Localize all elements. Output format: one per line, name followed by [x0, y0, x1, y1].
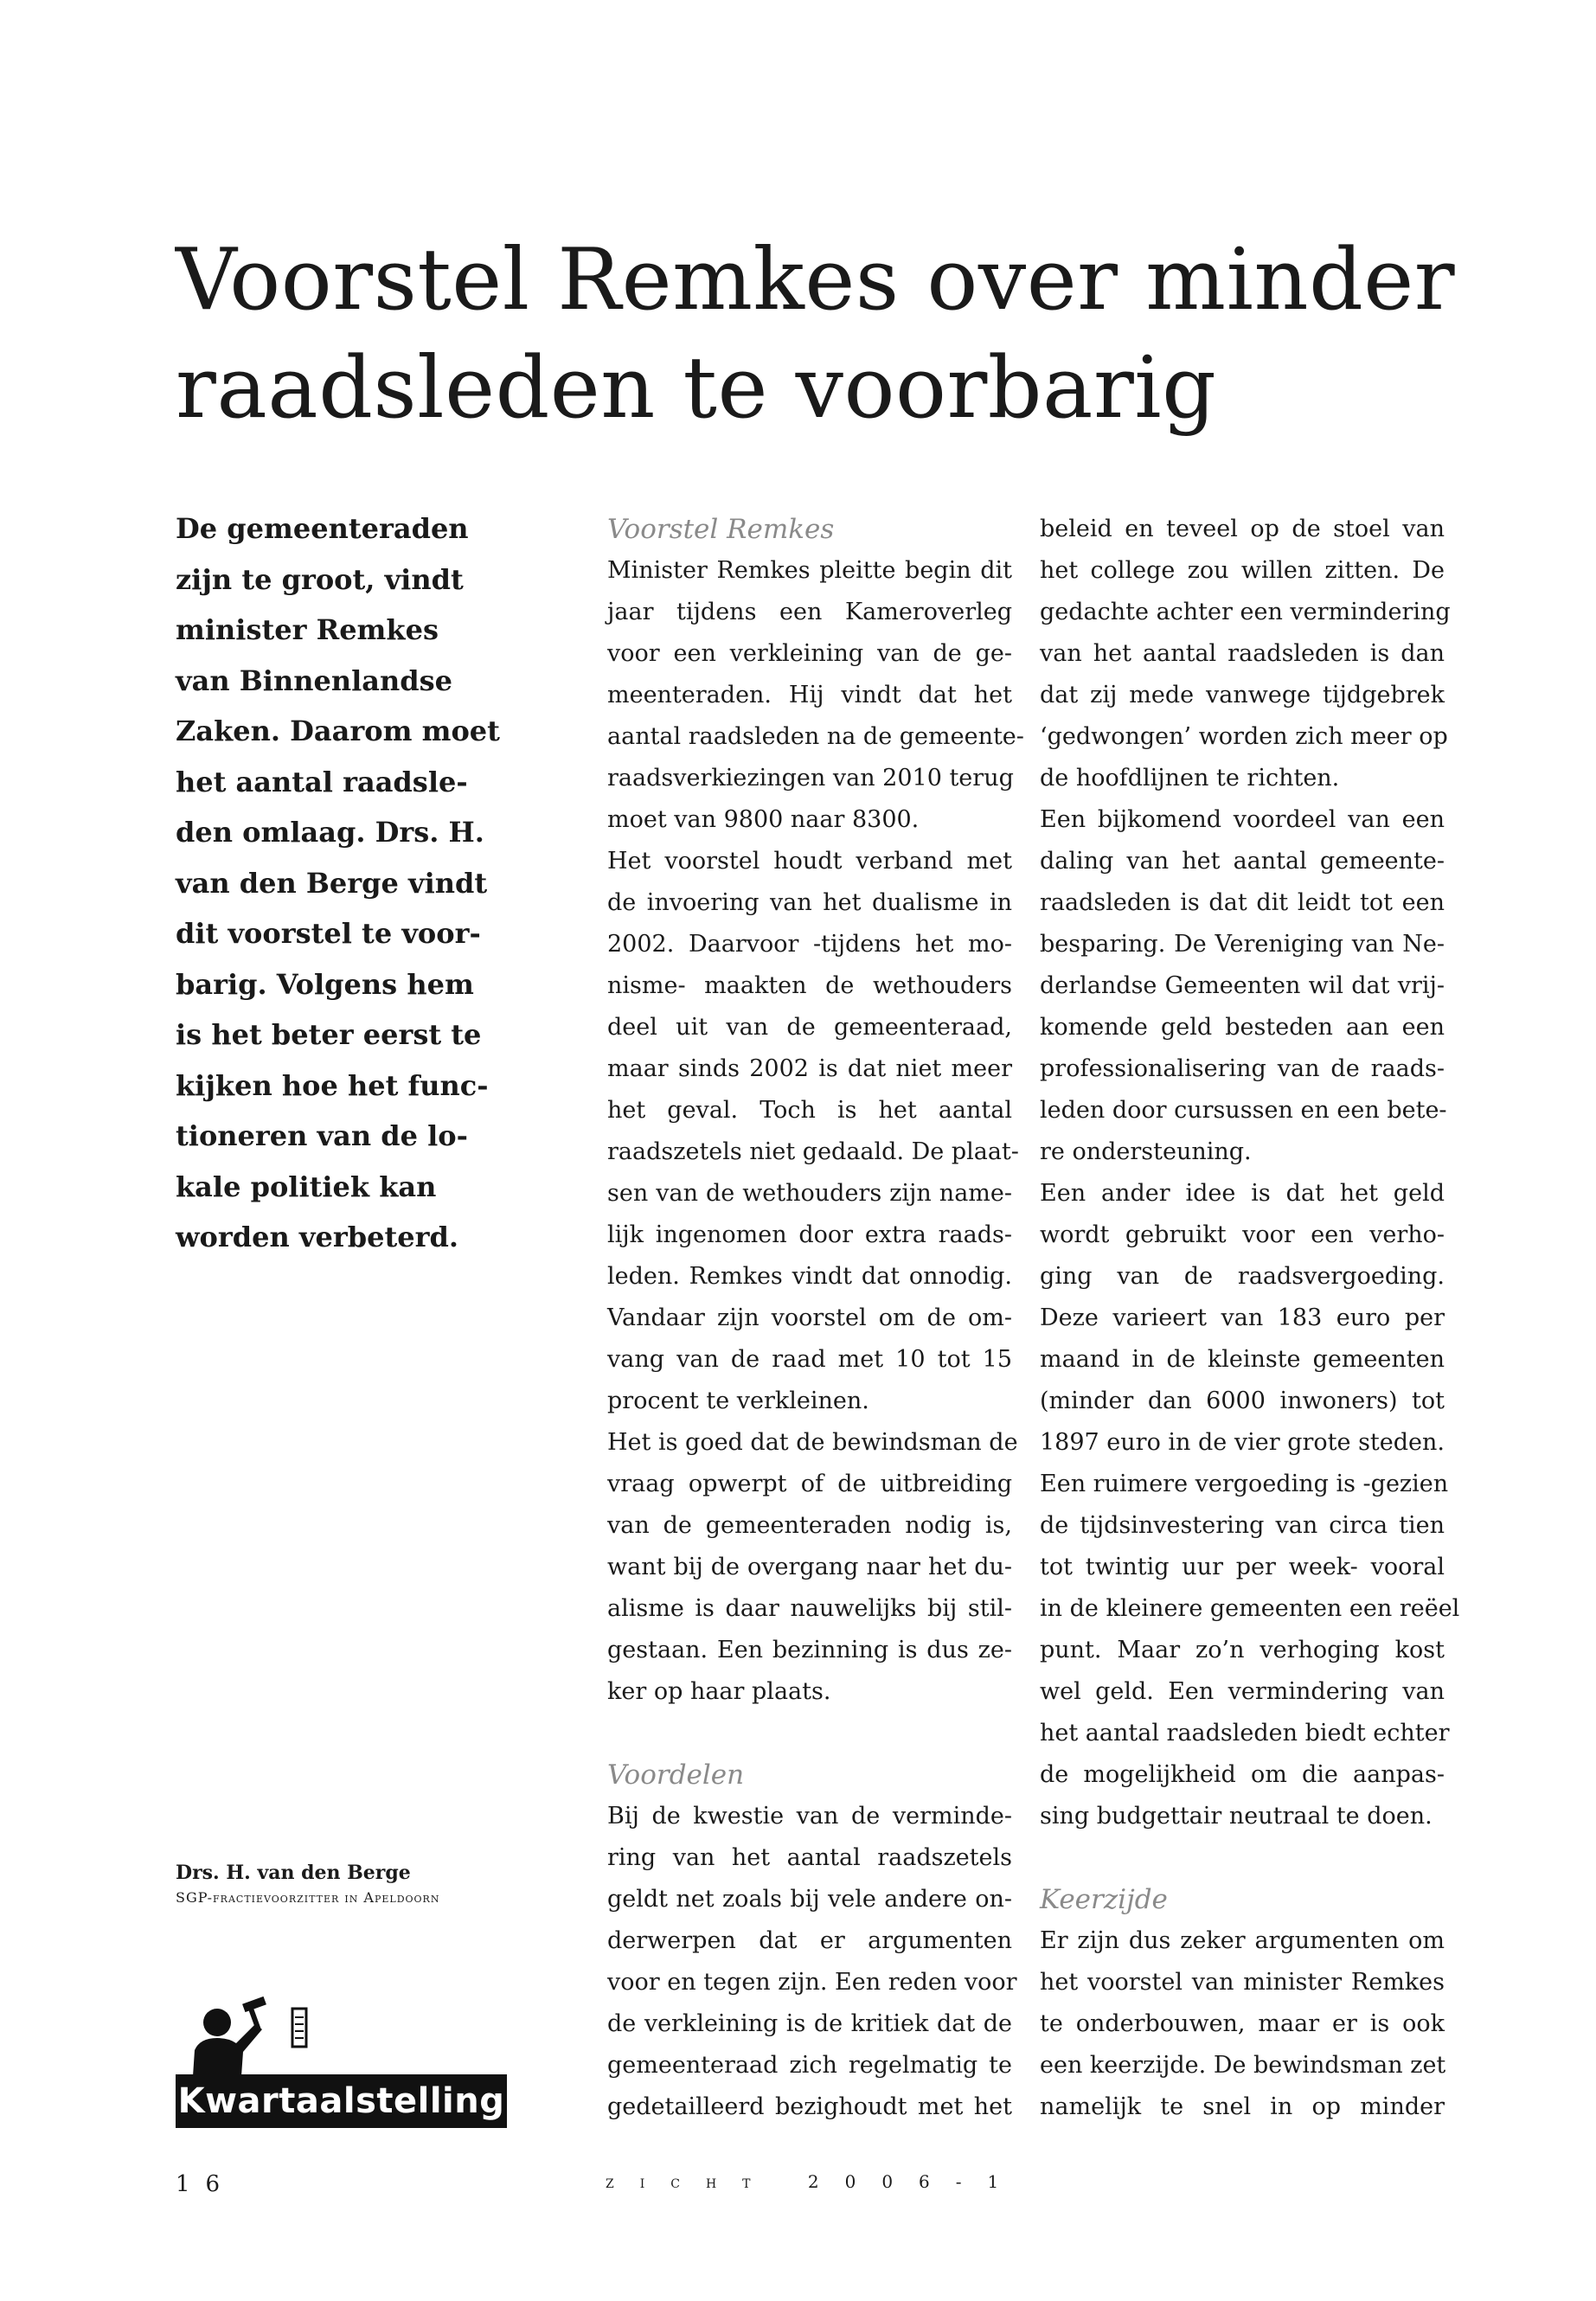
page-title — [176, 227, 1473, 443]
body-line: te onderbouwen, maar er is ook — [1040, 2010, 1445, 2037]
section-heading: Voordelen — [607, 1759, 745, 1791]
paragraph-gap — [1040, 1837, 1445, 1879]
body-line: beleid en teveel op de stoel van — [1040, 516, 1445, 542]
body-line: alisme is daar nauwelijks bij stil- — [607, 1595, 1012, 1622]
body-line: Een ruimere vergoeding is -gezien — [1040, 1471, 1449, 1497]
hammer-figure-icon — [176, 1990, 507, 2076]
body-line: lijk ingenomen door extra raads- — [607, 1221, 1012, 1248]
intro-line: kale politiek kan — [176, 1170, 437, 1203]
body-line: ker op haar plaats. — [607, 1678, 831, 1705]
body-line: besparing. De Vereniging van Ne- — [1040, 931, 1445, 958]
body-line: ging van de raadsvergoeding. — [1040, 1263, 1445, 1290]
body-line: geldt net zoals bij vele andere on- — [607, 1886, 1012, 1913]
body-line: wordt gebruikt voor een verho- — [1040, 1221, 1445, 1248]
intro-line: dit voorstel te voor- — [176, 917, 481, 950]
body-line: komende geld besteden aan een — [1040, 1014, 1445, 1041]
logo-label: Kwartaalstelling — [176, 2074, 507, 2128]
intro-line: is het beter eerst te — [176, 1018, 482, 1051]
body-line: dat zij mede vanwege tijdgebrek — [1040, 682, 1445, 708]
body-line: nisme- maakten de wethouders — [607, 972, 1012, 999]
body-line: vraag opwerpt of de uitbreiding — [607, 1471, 1012, 1497]
title-line: Voorstel Remkes over minder — [176, 231, 1456, 330]
author-name: Drs. H. van den Berge — [176, 1862, 411, 1884]
page-number: 16 — [176, 2171, 236, 2197]
body-line: de tijdsinvestering van circa tien — [1040, 1512, 1445, 1539]
body-line: daling van het aantal gemeente- — [1040, 848, 1445, 875]
body-line: raadsverkiezingen van 2010 terug — [607, 765, 1014, 792]
publication-footer: zicht 2006-1 — [606, 2171, 1025, 2192]
body-line: want bij de overgang naar het du- — [607, 1554, 1012, 1580]
article-column-3 — [1040, 509, 1460, 2128]
body-line: de mogelijkheid om die aanpas- — [1040, 1761, 1445, 1788]
body-line: Een ander idee is dat het geld — [1040, 1180, 1445, 1207]
body-line: het college zou willen zitten. De — [1040, 557, 1445, 584]
body-line: re ondersteuning. — [1040, 1138, 1252, 1165]
intro-line: De gemeenteraden — [176, 512, 469, 545]
intro-line: het aantal raadsle- — [176, 765, 468, 798]
article-column-2 — [607, 509, 1024, 2128]
body-line: Er zijn dus zeker argumenten om — [1040, 1927, 1445, 1954]
body-line: derlandse Gemeenten wil dat vrij- — [1040, 972, 1445, 999]
intro-line: kijken hoe het func- — [176, 1068, 489, 1102]
body-line: 1897 euro in de vier grote steden. — [1040, 1429, 1445, 1456]
body-line: maar sinds 2002 is dat niet meer — [607, 1055, 1012, 1082]
body-line: Bij de kwestie van de verminde- — [607, 1803, 1012, 1830]
body-line: maand in de kleinste gemeenten — [1040, 1346, 1445, 1373]
body-line: Vandaar zijn voorstel om de om- — [607, 1304, 1012, 1331]
body-line: raadszetels niet gedaald. De plaat- — [607, 1138, 1019, 1165]
intro-line: minister Remkes — [176, 613, 439, 646]
kwartaalstelling-logo — [176, 1990, 507, 2128]
body-line: een keerzijde. De bewindsman zet — [1040, 2052, 1446, 2079]
body-line: sing budgettair neutraal te doen. — [1040, 1803, 1433, 1830]
body-line: aantal raadsleden na de gemeente- — [607, 723, 1024, 750]
body-line: voor en tegen zijn. Een reden voor — [607, 1969, 1017, 1996]
body-line: deel uit van de gemeenteraad, — [607, 1014, 1012, 1041]
section-heading: Keerzijde — [1040, 1884, 1168, 1915]
intro-line: van den Berge vindt — [176, 866, 488, 900]
section-heading: Voorstel Remkes — [607, 514, 835, 545]
body-line: sen van de wethouders zijn name- — [607, 1180, 1012, 1207]
body-line: ring van het aantal raadszetels — [607, 1844, 1012, 1871]
intro-line: barig. Volgens hem — [176, 967, 474, 1001]
body-line: Het voorstel houdt verband met — [607, 848, 1012, 875]
body-line: procent te verkleinen. — [607, 1388, 869, 1414]
body-line: 2002. Daarvoor -tijdens het mo- — [607, 931, 1012, 958]
body-line: de verkleining is de kritiek dat de — [607, 2010, 1012, 2037]
body-line: van de gemeenteraden nodig is, — [607, 1512, 1012, 1539]
intro-line: van Binnenlandse — [176, 663, 452, 697]
body-line: wel geld. Een vermindering van — [1040, 1678, 1445, 1705]
body-line: het voorstel van minister Remkes — [1040, 1969, 1445, 1996]
body-line: gedachte achter een vermindering — [1040, 599, 1451, 625]
intro-lead — [176, 503, 522, 1263]
body-line: Het is goed dat de bewindsman de — [607, 1429, 1018, 1456]
body-line: de invoering van het dualisme in — [607, 889, 1012, 916]
body-line: namelijk te snel in op minder — [1040, 2093, 1445, 2120]
body-line: van het aantal raadsleden is dan — [1040, 640, 1445, 667]
body-line: vang van de raad met 10 tot 15 — [607, 1346, 1012, 1373]
title-line: raadsleden te voorbarig — [176, 339, 1217, 438]
body-line: leden door cursussen en een bete- — [1040, 1097, 1447, 1124]
intro-line: zijn te groot, vindt — [176, 562, 464, 596]
body-line: voor een verkleining van de ge- — [607, 640, 1012, 667]
body-line: gedetailleerd bezighoudt met het — [607, 2093, 1012, 2120]
body-line: (minder dan 6000 inwoners) tot — [1040, 1388, 1445, 1414]
body-line: gestaan. Een bezinning is dus ze- — [607, 1637, 1012, 1663]
body-line: Minister Remkes pleitte begin dit — [607, 557, 1012, 584]
body-line: moet van 9800 naar 8300. — [607, 806, 920, 833]
body-line: meenteraden. Hij vindt dat het — [607, 682, 1012, 708]
body-line: gemeenteraad zich regelmatig te — [607, 2052, 1012, 2079]
body-line: de hoofdlijnen te richten. — [1040, 765, 1340, 792]
body-line: het aantal raadsleden biedt echter — [1040, 1720, 1450, 1747]
body-line: het geval. Toch is het aantal — [607, 1097, 1012, 1124]
intro-line: Zaken. Daarom moet — [176, 715, 500, 747]
intro-line: worden verbeterd. — [176, 1221, 458, 1253]
intro-line: tioneren van de lo- — [176, 1119, 468, 1152]
body-line: Deze varieert van 183 euro per — [1040, 1304, 1445, 1331]
body-line: leden. Remkes vindt dat onnodig. — [607, 1263, 1012, 1290]
body-line: professionalisering van de raads- — [1040, 1055, 1445, 1082]
body-line: ‘gedwongen’ worden zich meer op — [1040, 723, 1448, 750]
author-block — [176, 1860, 539, 1910]
author-role: SGP-fractievoorzitter in Apeldoorn — [176, 1889, 440, 1906]
paragraph-gap — [607, 1713, 1012, 1754]
body-line: punt. Maar zo’n verhoging kost — [1040, 1637, 1445, 1663]
body-line: raadsleden is dat dit leidt tot een — [1040, 889, 1445, 916]
body-line: derwerpen dat er argumenten — [607, 1927, 1012, 1954]
body-line: in de kleinere gemeenten een reëel — [1040, 1595, 1460, 1622]
body-line: jaar tijdens een Kameroverleg — [607, 599, 1012, 625]
intro-line: den omlaag. Drs. H. — [176, 816, 484, 849]
body-line: Een bijkomend voordeel van een — [1040, 806, 1445, 833]
body-line: tot twintig uur per week- vooral — [1040, 1554, 1445, 1580]
